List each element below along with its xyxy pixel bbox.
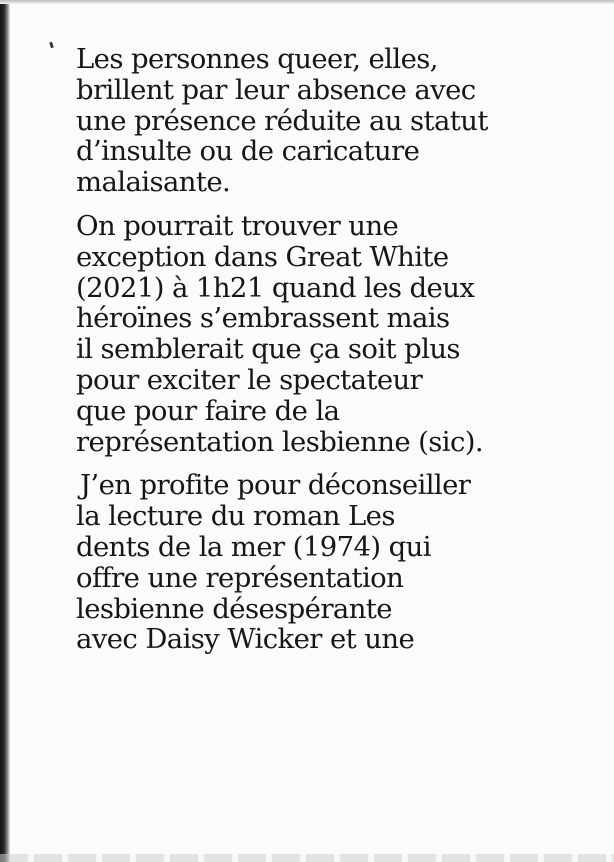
paragraph-3 <box>76 470 596 655</box>
text-line: la lecture du roman Les <box>76 500 395 533</box>
text-line: héroïnes s’embrassent mais <box>76 302 450 335</box>
text-line: brillent par leur absence avec <box>76 73 476 106</box>
text-line: d’insulte ou de caricature <box>76 135 420 168</box>
page-bottom-edge <box>0 854 614 862</box>
text-line: représentation lesbienne (sic). <box>76 425 484 458</box>
text-line: Les personnes queer, elles, <box>76 43 438 75</box>
text-line: dents de la mer (1974) qui <box>76 530 431 563</box>
text-line: avec Daisy Wicker et une <box>76 623 415 656</box>
text-line: malaisante. <box>76 166 231 199</box>
text-line: que pour faire de la <box>76 394 340 427</box>
text-line: lesbienne désespérante <box>76 592 392 625</box>
text-line: J’en profite pour déconseiller <box>80 469 471 502</box>
ink-speck <box>49 42 54 49</box>
text-line: pour exciter le spectateur <box>76 363 423 396</box>
paragraph-1 <box>76 44 596 198</box>
body-text <box>76 44 596 668</box>
page-top-edge <box>0 0 614 4</box>
page-left-edge-shadow <box>0 0 10 862</box>
text-line: une présence réduite au statut <box>76 104 488 137</box>
text-line: On pourrait trouver une <box>76 209 399 242</box>
text-line: exception dans Great White <box>76 240 449 273</box>
text-line: il semblerait que ça soit plus <box>76 333 460 366</box>
text-line: offre une représentation <box>76 561 404 594</box>
paragraph-2 <box>76 211 596 457</box>
text-line: (2021) à 1h21 quand les deux <box>76 271 475 304</box>
